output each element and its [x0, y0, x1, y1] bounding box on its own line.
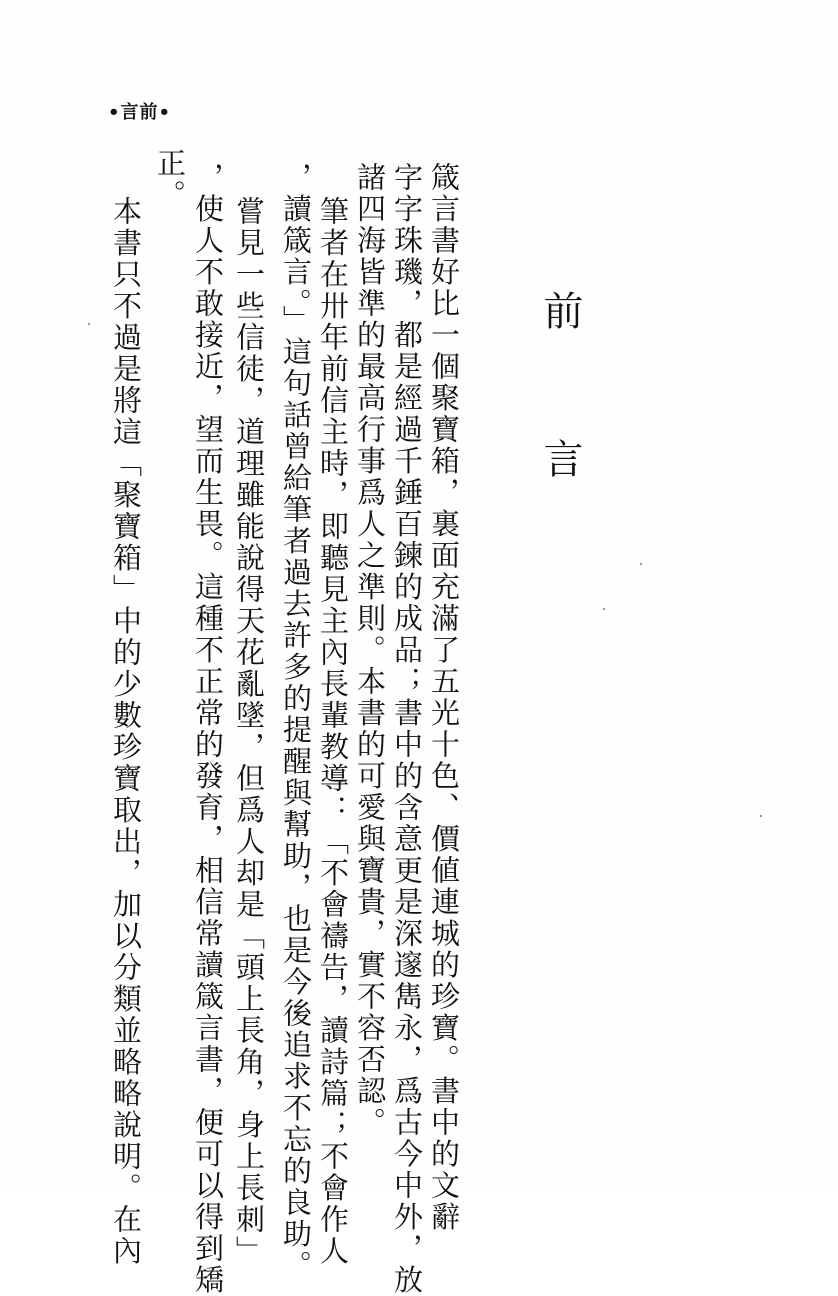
page-title: 前 言 — [537, 290, 583, 512]
paper-speck — [603, 608, 605, 610]
text-column-5: ，讀箴言。」這句話曾給筆者過去許多的提醒與幫助，也是今後追求不忘的良助。 — [279, 162, 313, 1282]
text-column-9: 本書只不過是將這「聚寶箱」中的少數珍寶取出，加以分類並略略說明。在內 — [109, 196, 143, 1267]
paper-speck — [88, 323, 90, 325]
running-head: •言前• — [108, 102, 172, 123]
text-column-3: 諸四海皆準的最高行事爲人之準則。本書的可愛與寶貴，實不容否認。 — [353, 162, 387, 1139]
text-column-1: 箴言書好比一個聚寶箱，裏面充滿了五光十色、價値連城的珍寶。書中的文辭 — [427, 162, 461, 1233]
paper-speck — [640, 563, 642, 565]
paper-speck — [760, 815, 762, 817]
text-column-2: 字字珠璣，都是經過千錘百鍊的成品；書中的含意更是深邃雋永，爲古今中外，放 — [390, 162, 424, 1296]
text-column-8: 正。 — [153, 148, 187, 211]
text-column-6: 嘗見一些信徒，道理雖能說得天花亂墜，但爲人却是「頭上長角，身上長刺」 — [232, 196, 266, 1267]
text-column-7: ，使人不敢接近，望而生畏。這種不正常的發育，相信常讀箴言書，便可以得到矯 — [191, 162, 225, 1296]
text-column-4: 筆者在卅年前信主時，即聽見主內長輩教導：「不會禱告，讀詩篇；不會作人 — [316, 196, 350, 1267]
